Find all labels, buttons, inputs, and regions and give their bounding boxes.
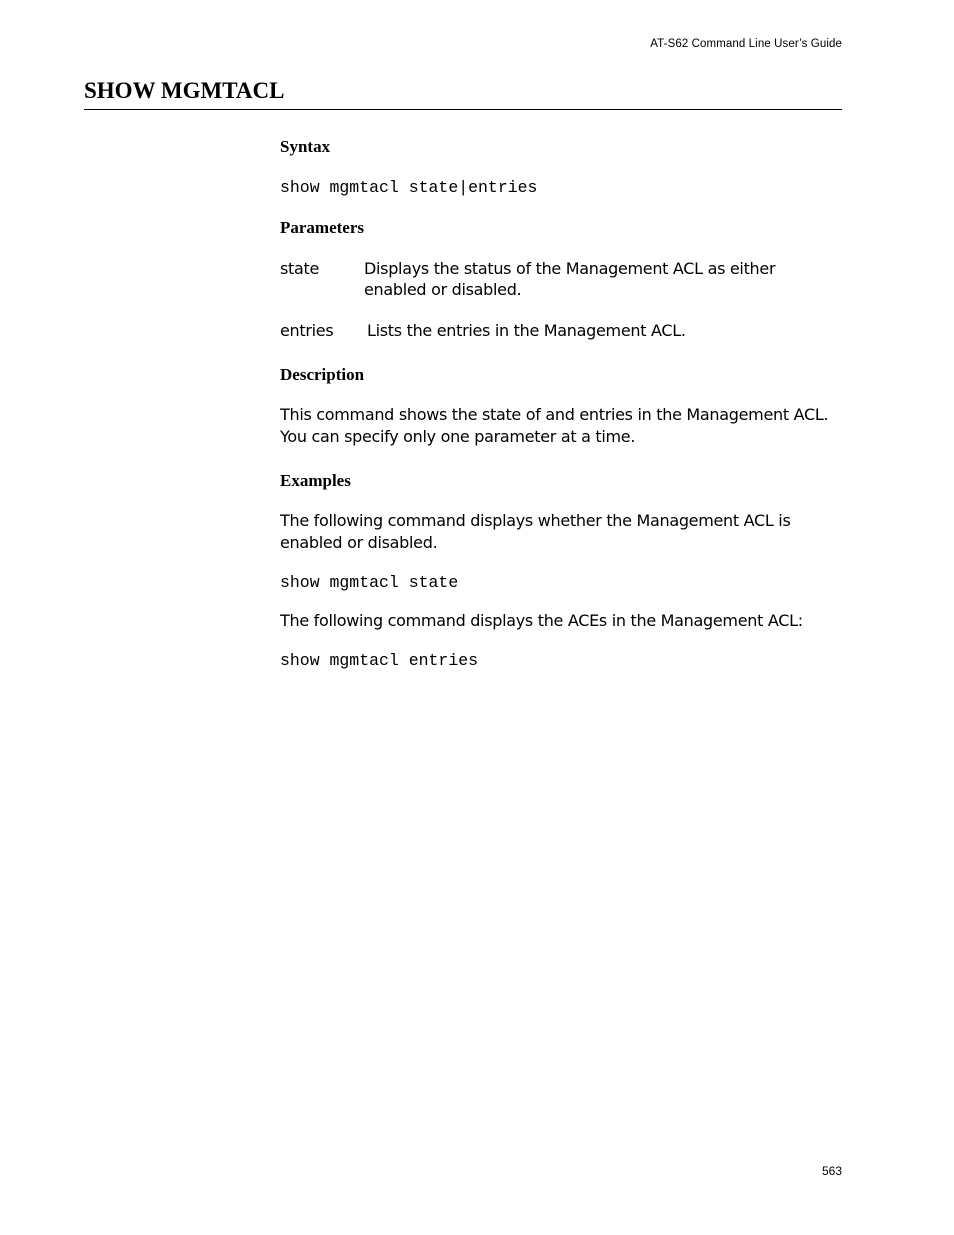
param-name-state: state: [280, 259, 320, 278]
syntax-heading: Syntax: [280, 137, 331, 156]
param-desc-entries: Lists the entries in the Management ACL.: [367, 321, 686, 340]
description-text: This command shows the state of and entries in the Management ACL. You can specify only one parameter at a time.: [280, 405, 829, 446]
parameters-heading: Parameters: [280, 218, 365, 237]
description-heading: Description: [280, 365, 365, 384]
page-number: 563: [821, 1164, 842, 1178]
example-2-text: The following command displays the ACEs in the Management ACL:: [280, 611, 803, 630]
example-2-command: show mgmtacl entries: [280, 651, 479, 670]
examples-heading: Examples: [280, 471, 351, 490]
example-1-text: The following command displays whether the Management ACL is enabled or disabled.: [280, 511, 791, 552]
running-header: AT-S62 Command Line User’s Guide: [650, 38, 842, 50]
param-desc-state: Displays the status of the Management ACL as either enabled or disabled.: [364, 259, 776, 299]
page-title: SHOW MGMTACL: [84, 78, 285, 103]
syntax-command: show mgmtacl state|entries: [280, 178, 538, 197]
param-name-entries: entries: [280, 321, 334, 340]
example-1-command: show mgmtacl state: [280, 573, 459, 592]
title-rule: [84, 109, 842, 110]
